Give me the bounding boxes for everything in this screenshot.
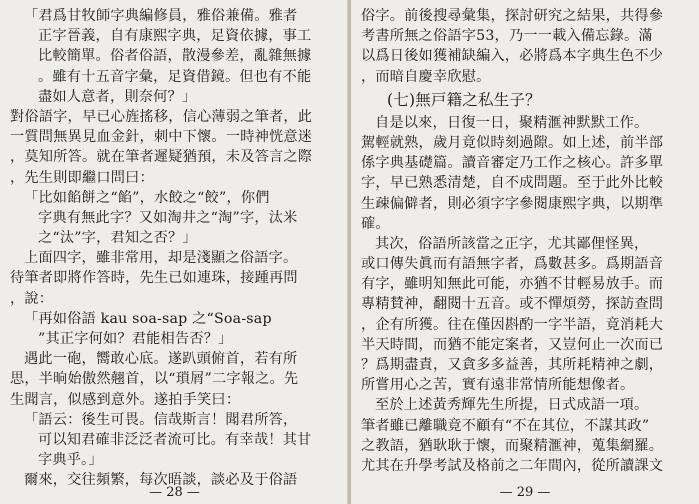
text-line: 所嘗用心之苦，實有遠非常情所能想像者。 xyxy=(361,377,635,394)
text-line: 「君爲甘牧師字典編修員，雅俗兼備。雅者 xyxy=(24,8,298,24)
text-line: 以爲日後如獲補缺編入，必將爲本字典生色不少 xyxy=(361,48,664,65)
text-line: 生聞言，似感到意外。遂拍手笑曰： xyxy=(10,391,241,408)
text-line: 盡如人意者，則奈何？」 xyxy=(38,88,197,105)
text-line: ”其正字何如？君能相告否？」 xyxy=(38,331,233,347)
text-line: ，企有所獲。往在僅因斟酌一字半語，竟消耗大 xyxy=(361,316,664,333)
text-line: 爾來，交往頻繁，每次晤談，談必及于俗語 xyxy=(24,472,298,489)
text-line: 思，半晌始傲然翹首，以“瑣屑”二字報之。先 xyxy=(10,371,299,388)
text-line: 之“汰”字，君知之否？」 xyxy=(38,230,197,247)
text-line: 自是以來，日復一日，聚精滙神默默工作。 xyxy=(375,114,649,131)
text-line: 專精賛神，翻閱十五音。或不憚煩勞，探訪查問 xyxy=(361,296,664,313)
text-line: 正字晉義，自有康熙字典，足資依據，事工 xyxy=(38,28,312,45)
text-line: 一質問無異見血金針，刺中下懷。一時神恍意迷 xyxy=(10,129,313,146)
text-line: 「比如餡餅之“餡”，水餃之“餃”，你們 xyxy=(24,189,270,206)
text-line: 對俗語字，早已心旌搖移，信心薄弱之筆者，此 xyxy=(10,108,313,125)
text-line: 上面四字，雖非常用，却是淺顯之俗語字。 xyxy=(24,250,298,267)
text-line: 半天時間，而猶不能定案者，又豈何止一次而已 xyxy=(361,336,664,353)
text-line: 。雖有十五音字彙，足資借鏡。但也有不能 xyxy=(38,68,312,85)
left-page-text xyxy=(10,6,341,491)
text-line: 駕輕就熟，歲月竟似時刻過隙。如上述，前半部 xyxy=(361,134,664,151)
text-line: 之教語，猶耿耿于懷，而聚精滙神，蒐集網羅。 xyxy=(361,437,664,454)
left-page xyxy=(0,0,349,504)
text-line: ，說： xyxy=(10,290,54,307)
text-line: 「語云：後生可畏。信哉斯言！聞君所答， xyxy=(24,411,298,428)
text-line: ，而暗自慶幸欣慰。 xyxy=(361,68,491,85)
text-line: ，莫知所答。就在筆者遲疑猶預，未及答言之際 xyxy=(10,149,313,166)
right-page-text-top xyxy=(361,6,691,87)
text-line: 字，早已熟悉清楚，自不成問題。至于此外比較 xyxy=(361,175,664,192)
text-line: 有字，雖明知無此可能，亦猶不甘輕易放手。而 xyxy=(361,276,664,293)
text-line: ？爲期盡責，又貪多多益善，其所耗精神之劇， xyxy=(361,357,664,373)
text-line: 字典有無此字？又如淘井之“淘”字，汰米 xyxy=(38,209,298,226)
section-heading: (七)無戸籍之私生子？ xyxy=(387,90,541,109)
text-line: 比較簡單。俗者俗語，散漫參差，亂雜無據 xyxy=(38,48,312,65)
text-line: 俗字。前後搜尋彙集，探討研究之結果，共得參 xyxy=(361,8,664,24)
text-line: 其次，俗語所該當之正字，尤其鄙俚怪異， xyxy=(375,235,649,252)
text-line: 至於上述黃秀輝先生所提，日式成語一項。 xyxy=(375,397,649,414)
text-line: ，先生則即繼口問曰： xyxy=(10,169,154,186)
text-line: 待筆者即將作答時，先生已如連珠，接踵再問 xyxy=(10,270,298,287)
text-line: 可以知君確非泛泛者流可比。有幸哉！其甘 xyxy=(38,431,312,448)
text-line: 考書所無之俗語字53，乃一一載入備忘錄。滿 xyxy=(361,28,653,45)
text-line: 生疎偏僻者，則必須字字參閱康熙字典，以期準 xyxy=(361,195,664,212)
right-page xyxy=(351,0,699,504)
text-line: 或口傳失眞而有語無字者，爲數甚多。爲期語音 xyxy=(361,256,664,273)
page-number-right: — 29 — xyxy=(499,485,551,500)
right-page-text-body xyxy=(361,113,691,476)
text-line: 筆者雖已離職竟不顧有“不在其位，不謀其政” xyxy=(361,417,650,434)
text-line: 遇此一砲，嚮敢心底。遂趴頭俯首，若有所 xyxy=(24,351,298,368)
text-line: 確。 xyxy=(361,215,390,232)
text-line: 字典乎。」 xyxy=(38,452,103,469)
text-line: 係字典基礎篇。讀音審定乃工作之核心。許多單 xyxy=(361,155,664,172)
page-number-left: — 28 — xyxy=(149,485,200,500)
text-line: 「再如俗語 kau soa-sap 之“Soa-sap xyxy=(24,310,272,327)
text-line: 尤其在升學考試及格前之二年間內，從所讀課文 xyxy=(361,457,664,474)
